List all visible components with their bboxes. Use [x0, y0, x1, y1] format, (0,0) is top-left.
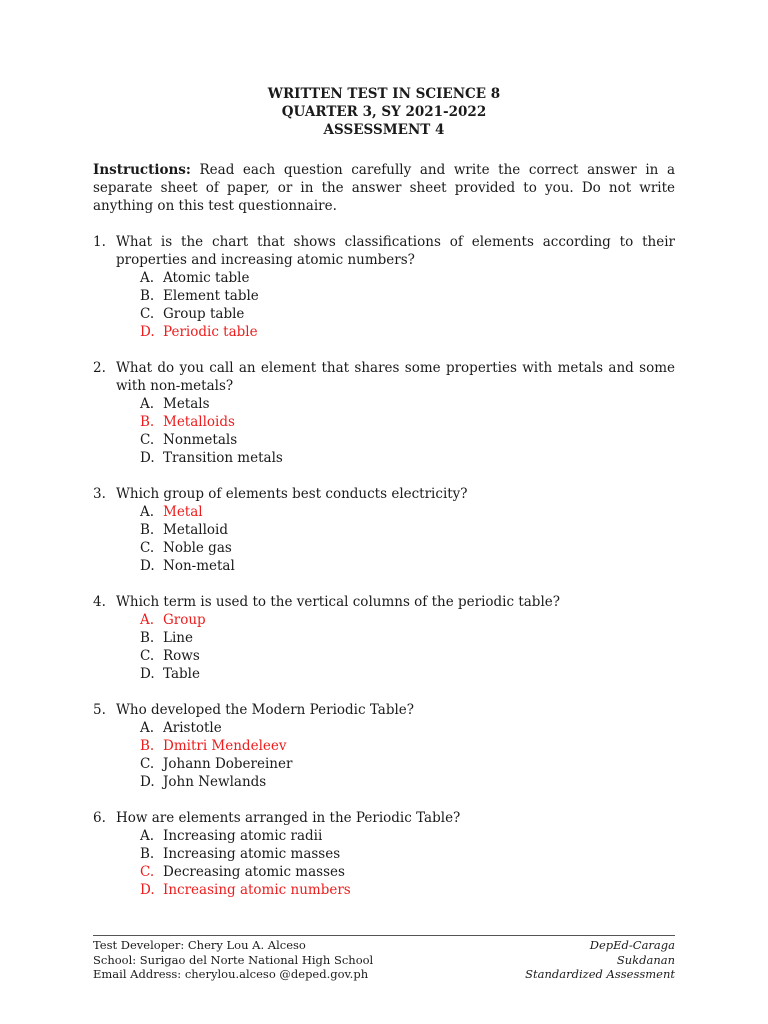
question-text: What do you call an element that shares some properties with metals and some with non-metals? — [116, 360, 675, 394]
option-text: Increasing atomic numbers — [163, 882, 351, 898]
option-letter: A. — [140, 504, 155, 520]
answer-option — [93, 503, 675, 521]
option-letter: B. — [140, 288, 155, 304]
option-letter: D. — [140, 774, 155, 790]
option-letter: C. — [140, 864, 155, 880]
option-text: Periodic table — [163, 324, 258, 340]
answer-option — [93, 449, 675, 467]
answer-option — [93, 737, 675, 755]
test-page — [93, 85, 675, 917]
question-list — [93, 233, 675, 899]
answer-option — [93, 287, 675, 305]
footer-assessment-type: Standardized Assessment — [525, 967, 675, 981]
answer-option — [93, 845, 675, 863]
option-letter: D. — [140, 666, 155, 682]
answer-option — [93, 665, 675, 683]
option-letter: A. — [140, 720, 155, 736]
question-number: 4. — [93, 594, 106, 610]
footer-region: DepEd-Caraga — [589, 938, 675, 952]
option-text: Increasing atomic masses — [163, 846, 341, 862]
option-text: Aristotle — [163, 720, 222, 736]
option-text: Line — [163, 630, 193, 646]
question-number: 1. — [93, 234, 106, 250]
question-text: How are elements arranged in the Periodic Table? — [116, 810, 461, 826]
test-header — [93, 85, 675, 139]
answer-option — [93, 827, 675, 845]
answer-option — [93, 719, 675, 737]
answer-option — [93, 413, 675, 431]
answer-option — [93, 755, 675, 773]
footer-developer: Test Developer: Chery Lou A. Alceso — [93, 938, 306, 952]
option-text: Metalloid — [163, 522, 229, 538]
footer-school: School: Surigao del Norte National High School — [93, 952, 374, 967]
instructions-text: Read each question carefully and write the correct answer in a separate sheet of paper, or in the answer sheet provided to you. Do not write anything on this test questionnaire. — [93, 162, 675, 214]
question-number: 2. — [93, 360, 106, 376]
option-text: Rows — [163, 648, 200, 664]
option-letter: D. — [140, 558, 155, 574]
question-4 — [93, 593, 675, 683]
option-letter: C. — [140, 306, 155, 322]
option-letter: A. — [140, 396, 155, 412]
instructions-label: Instructions: — [93, 162, 191, 178]
option-text: Metal — [163, 504, 203, 520]
question-number: 6. — [93, 810, 106, 826]
question-text: What is the chart that shows classifications of elements according to their properties and increasing atomic numbers? — [116, 234, 675, 268]
answer-option — [93, 323, 675, 341]
option-text: John Newlands — [163, 774, 267, 790]
answer-option — [93, 557, 675, 575]
answer-option — [93, 629, 675, 647]
header-assessment: ASSESSMENT 4 — [323, 122, 445, 138]
footer — [93, 938, 675, 982]
option-letter: C. — [140, 756, 155, 772]
answer-option — [93, 611, 675, 629]
option-text: Element table — [163, 288, 259, 304]
option-text: Metalloids — [163, 414, 235, 430]
answer-option — [93, 269, 675, 287]
option-text: Increasing atomic radii — [163, 828, 323, 844]
question-number: 3. — [93, 486, 106, 502]
option-letter: A. — [140, 828, 155, 844]
option-letter: C. — [140, 648, 155, 664]
option-text: Dmitri Mendeleev — [163, 738, 287, 754]
answer-option — [93, 773, 675, 791]
question-text: Which group of elements best conducts electricity? — [116, 486, 468, 502]
question-2 — [93, 359, 675, 467]
answer-option — [93, 881, 675, 899]
question-1 — [93, 233, 675, 341]
question-text: Who developed the Modern Periodic Table? — [116, 702, 415, 718]
question-5 — [93, 701, 675, 791]
answer-option — [93, 431, 675, 449]
option-letter: A. — [140, 270, 155, 286]
answer-option — [93, 305, 675, 323]
answer-option — [93, 647, 675, 665]
option-text: Noble gas — [163, 540, 232, 556]
question-text: Which term is used to the vertical columns of the periodic table? — [116, 594, 560, 610]
answer-option — [93, 521, 675, 539]
option-letter: C. — [140, 540, 155, 556]
question-3 — [93, 485, 675, 575]
option-letter: B. — [140, 630, 155, 646]
option-letter: D. — [140, 324, 155, 340]
option-text: Table — [163, 666, 200, 682]
header-quarter: QUARTER 3, SY 2021-2022 — [281, 104, 487, 120]
question-number: 5. — [93, 702, 106, 718]
option-letter: D. — [140, 882, 155, 898]
option-text: Decreasing atomic masses — [163, 864, 345, 880]
answer-option — [93, 539, 675, 557]
option-text: Group table — [163, 306, 245, 322]
footer-series: Sukdanan — [616, 952, 675, 967]
instructions — [93, 161, 675, 215]
option-text: Atomic table — [163, 270, 250, 286]
option-text: Group — [163, 612, 206, 628]
option-letter: B. — [140, 522, 155, 538]
footer-email: Email Address: cherylou.alceso @deped.gov.ph — [93, 967, 369, 981]
option-text: Johann Dobereiner — [163, 756, 293, 772]
option-text: Nonmetals — [163, 432, 238, 448]
option-letter: B. — [140, 414, 155, 430]
answer-option — [93, 395, 675, 413]
header-title: WRITTEN TEST IN SCIENCE 8 — [267, 86, 501, 102]
option-text: Non-metal — [163, 558, 235, 574]
option-letter: B. — [140, 846, 155, 862]
option-letter: B. — [140, 738, 155, 754]
question-6 — [93, 809, 675, 899]
option-text: Metals — [163, 396, 210, 412]
option-letter: D. — [140, 450, 155, 466]
option-letter: C. — [140, 432, 155, 448]
footer-divider — [93, 935, 675, 936]
answer-option — [93, 863, 675, 881]
option-letter: A. — [140, 612, 155, 628]
option-text: Transition metals — [163, 450, 283, 466]
